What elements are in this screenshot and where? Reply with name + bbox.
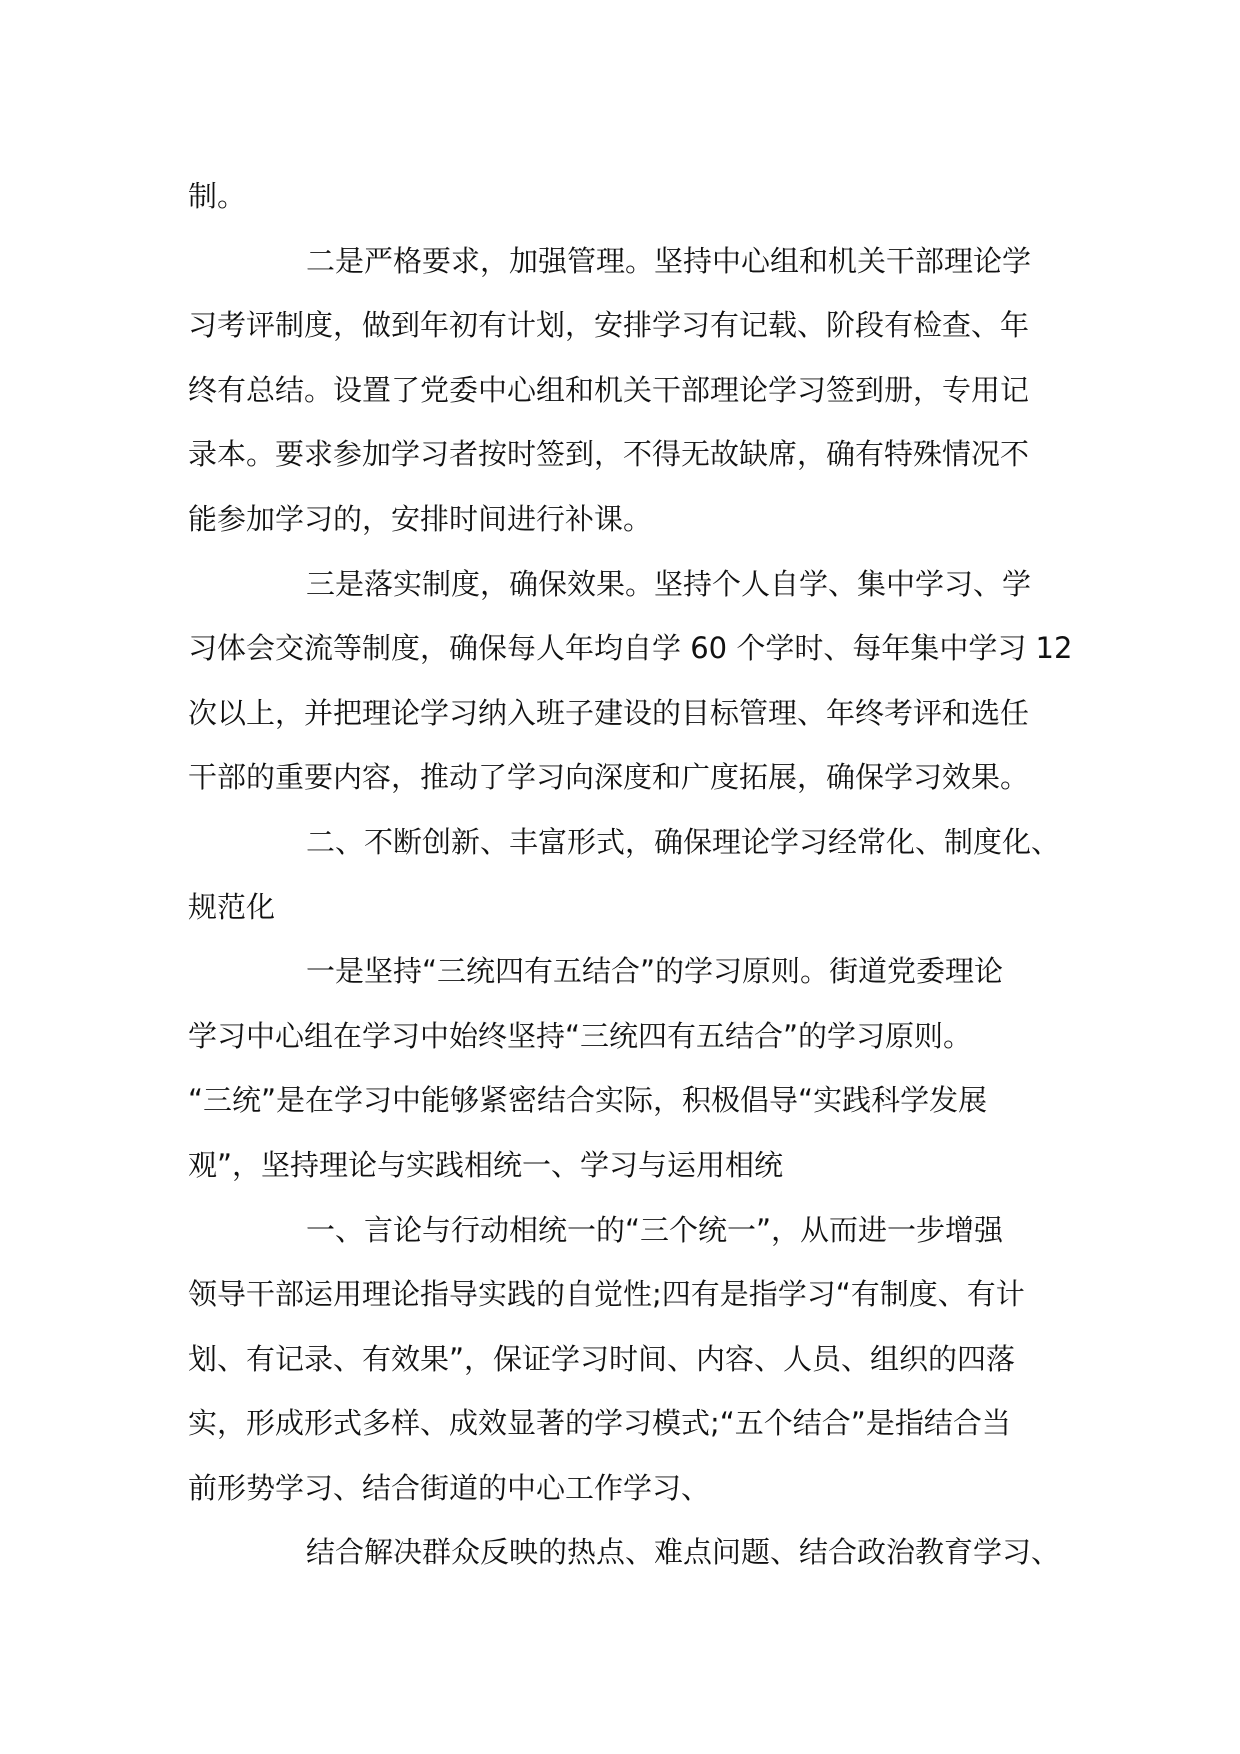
text-line: 观”，坚持理论与实践相统一、学习与运用相统: [188, 1147, 784, 1182]
text-line: 结合解决群众反映的热点、难点问题、结合政治教育学习、: [306, 1535, 1061, 1570]
text-line: 领导干部运用理论指导实践的自觉性;四有是指学习“有制度、有计: [188, 1277, 1025, 1312]
text-line: 划、有记录、有效果”，保证学习时间、内容、人员、组织的四落: [188, 1341, 1016, 1376]
text-line: 次以上，并把理论学习纳入班子建设的目标管理、年终考评和选任: [188, 695, 1030, 730]
text-line: 能参加学习的，安排时间进行补课。: [188, 501, 653, 536]
body-text: [188, 164, 1073, 1585]
text-line: 学习中心组在学习中始终坚持“三统四有五结合”的学习原则。: [188, 1018, 973, 1053]
text-line: 二是严格要求，加强管理。坚持中心组和机关干部理论学: [306, 243, 1032, 278]
text-line: 习考评制度，做到年初有计划，安排学习有记载、阶段有检查、年: [188, 308, 1030, 343]
text-line: 制。: [188, 179, 247, 213]
text-line: 录本。要求参加学习者按时签到，不得无故缺席，确有特殊情况不: [188, 437, 1030, 472]
text-line: 规范化: [188, 889, 276, 924]
text-line: 三是落实制度，确保效果。坚持个人自学、集中学习、学: [306, 566, 1032, 601]
text-line: 实，形成形式多样、成效显著的学习模式;“五个结合”是指结合当: [188, 1406, 1011, 1441]
text-line: 一、言论与行动相统一的“三个统一”，从而进一步增强: [306, 1212, 1004, 1247]
text-line: 终有总结。设置了党委中心组和机关干部理论学习签到册，专用记: [188, 372, 1030, 407]
text-line: 干部的重要内容，推动了学习向深度和广度拓展，确保学习效果。: [188, 760, 1030, 795]
text-line: “三统”是在学习中能够紧密结合实际，积极倡导“实践科学发展: [188, 1083, 988, 1118]
text-line: 二、不断创新、丰富形式，确保理论学习经常化、制度化、: [306, 824, 1061, 859]
text-line: 习体会交流等制度，确保每人年均自学 60 个学时、每年集中学习 12: [188, 631, 1073, 666]
text-line: 一是坚持“三统四有五结合”的学习原则。街道党委理论: [306, 954, 1004, 989]
text-line: 前形势学习、结合街道的中心工作学习、: [188, 1470, 711, 1505]
